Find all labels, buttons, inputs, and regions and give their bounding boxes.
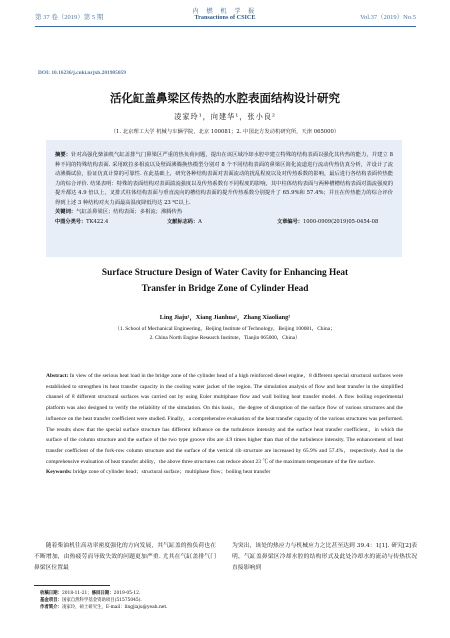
abstract-cn: [55, 151, 393, 208]
title-en-line2: Transfer in Bridge Zone of Cylinder Head: [141, 284, 309, 294]
authors-cn: 凌家玲¹，向建华¹，张小良²: [174, 112, 276, 121]
doi[interactable]: DOI: 10.16236/j.cnki.nrjxb.201905059: [38, 70, 126, 76]
doc-code-label: 文献标志码：: [167, 218, 199, 225]
keywords-label-cn: 关键词：: [55, 209, 77, 216]
received-label: 收稿日期：: [40, 591, 62, 596]
body-text-right: 为突出，该处的热应力与机械应力之比甚至达到 39.4：1[1]. 研究[2]表明，气缸盖鼻梁区冷却水腔的结构形式及此处冷却水的流动与传热状况直接影响到: [232, 543, 417, 571]
abstract-box-cn: [46, 140, 402, 257]
revised-label: 修回日期：: [91, 591, 114, 596]
abstract-text-en: In view of the serious heat load in the bridge zone of the cylinder head of a high reinforced diesel engine，8 different special structural surfaces were established to strengthen its heat transfer capacity in the cooling water jacket of the region. The simulation analysis of flow and heat transfer in the simplified channel of 8 different structural surfaces was carried out by using Euler multiphase flow and wall boiling heat transfer model. A flow boiling experimental platform was also designed to verify the reliability of the simulation. On this basis，the degree of disruption of the surface flow of various structures and the influence on the heat transfer coefficient were studied. Finally，a comprehensive evaluation of the heat transfer capacity of the various structures was performed. The results show that the special surface structure has different influence on the turbulence intensity and the surface heat transfer coefficient，in which the surface of the column structure and the surface of the two type groove ribs are 4.9 times higher than that of the turbulence intensity. The enhancement of heat transfer coefficient of the fork-row column structure and the surface of the vertical rib structure are increased by 65.9% and 57.4%，respectively. And in the comprehensive evaluation of heat transfer ability，the above three structures can reduce about 23 ℃ of the maximum temperature of the fire surface.: [46, 373, 403, 465]
volume-left: 第 37 卷（2019）第 5 期: [35, 14, 104, 21]
fund-text: 国家自然科学基金资助项目(51575045).: [61, 598, 142, 604]
body-column-left: [34, 541, 216, 574]
authors-en: Ling Jiaju¹，Xiang Jianhua¹，Zhang Xiaoliang²: [159, 314, 291, 321]
abstract-en: [46, 371, 403, 478]
received-date: 2018-11-21；: [61, 591, 92, 596]
classification-row: [55, 218, 393, 228]
keywords-text-cn: 气缸盖鼻梁区；结构表面；多相流；沸腾传热: [76, 209, 183, 216]
clc-value: TK422.4: [86, 218, 109, 225]
affiliation-cn: （1. 北京理工大学 机械与车辆学院，北京 100081；2. 中国北方发动机研究所，天津 065000）: [110, 129, 340, 135]
aff-en-line2: 2. China North Engine Research Institute，Tianjin 065000，China）: [149, 335, 301, 341]
author-info-text: 凌家玲，硕士研究生，E-mail：lingjiaju@yeah.net.: [61, 605, 168, 611]
revised-date: 2019-05-12.: [113, 591, 141, 596]
keywords-cn: [55, 208, 393, 218]
paper-title-en: [0, 265, 450, 297]
body-column-right: [232, 541, 417, 574]
doc-code-value: A: [198, 218, 202, 225]
article-no-value: 1000-0909(2019)05-0454-08: [302, 218, 379, 225]
title-en-line1: Surface Structure Design of Water Cavity for Enhancing Heat: [101, 268, 349, 278]
clc-label: 中图分类号：: [55, 218, 87, 225]
journal-title-cn: 内 燃 机 学 报: [192, 8, 258, 15]
abstract-label-en: Abstract:: [46, 373, 69, 379]
aff-en-line1: （1. School of Mechanical Engineering，Beijing Institute of Technology，Beijing 100081，China；: [114, 326, 336, 332]
keywords-text-en: bridge zone of cylinder head；structural surface；multiphase flow；boiling heat transfer: [71, 469, 271, 476]
keywords-label-en: Keywords:: [46, 469, 72, 476]
volume-right: Vol.37（2019）No.5: [360, 14, 416, 21]
author-info-label: 作者简介：: [40, 605, 62, 611]
header-rule: [35, 26, 416, 27]
page-header: [0, 0, 450, 26]
abstract-label-cn: 摘要：: [55, 152, 72, 158]
paper-title-cn: 活化缸盖鼻梁区传热的水腔表面结构设计研究: [110, 91, 340, 105]
body-text-left: 随着柴油机往高功率密度强化的方向发展，其气缸盖的热负荷也在不断增加，由热疲劳而导致失效的问题更加严重. 尤其在气缸盖排气门鼻梁区位置最: [34, 543, 216, 571]
abstract-text-cn: 针对高强化柴油机气缸盖排气门鼻梁区严重的热负荷问题，提出在该区域冷却水腔中建立特殊的结构表面以强化其传热的能力，并建立 8 种不同的特殊结构表面. 采用欧拉多相流以及壁面沸腾换热模型分别对 8 个不同结构表面的鼻梁区简化流道进行流动传热仿真分析，并设计了流动沸腾试验，验证仿真计算的可靠性. 在此基础上，研究各种结构表面对表面流动的扰乱程度以及对传热系数的影响，最后进行各结构表面传热能力的综合评价. 结果表明：特殊的表面结构对表面湍流强度以及传热系数有不同程度的影响，其中柱体结构表面与两种槽槽结构表面对湍流强度的提升都达 4.9 倍以上，叉排式柱体结构表面与垂直流向的槽结构表面的提升传热系数分别提升了 65.9%和 57.4%；并且在传热能力的综合评价得到上述 3 种结构对火力面最高温度降低均达 23 ℃以上.: [55, 152, 393, 206]
footnote: [40, 590, 240, 612]
affiliation-en: [0, 325, 450, 343]
footnote-rule: [34, 585, 110, 586]
fund-label: 基金项目：: [40, 598, 62, 604]
journal-title-en: Transactions of CSICE: [194, 14, 256, 21]
article-no-label: 文章编号：: [277, 218, 303, 225]
